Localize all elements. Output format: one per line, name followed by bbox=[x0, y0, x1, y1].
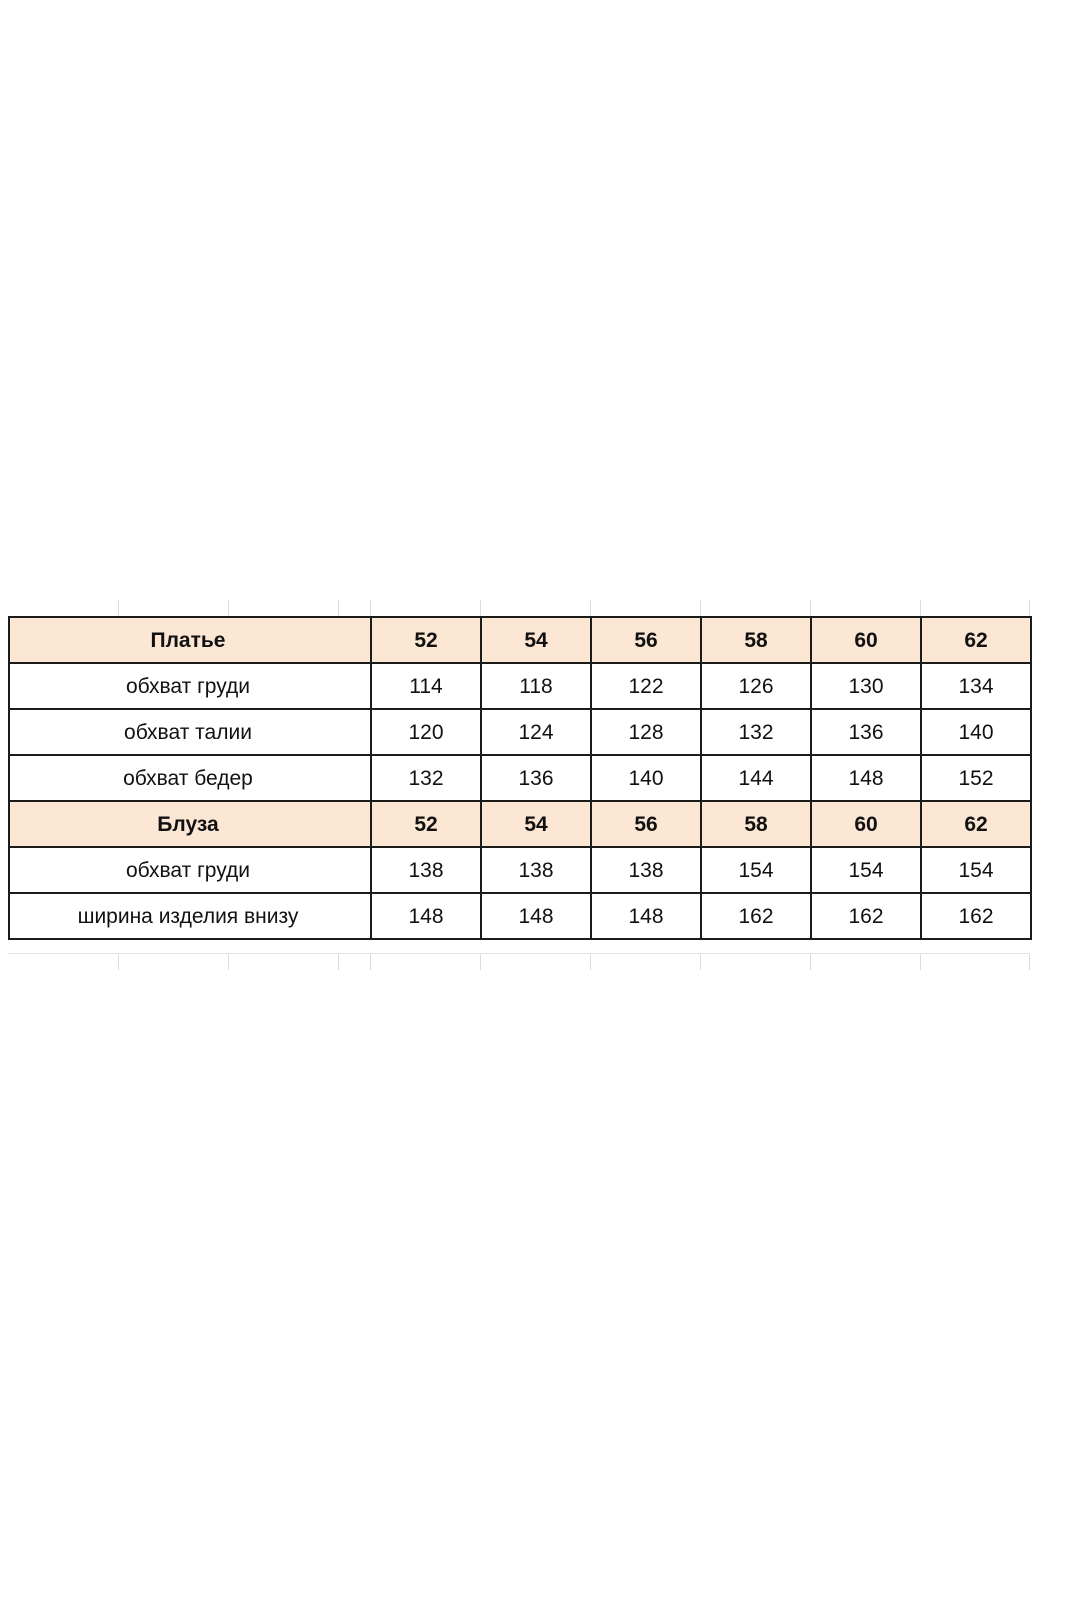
value-cell: 154 bbox=[811, 847, 921, 893]
value-cell: 114 bbox=[371, 663, 481, 709]
table-row bbox=[9, 663, 1031, 709]
value-cell: 120 bbox=[371, 709, 481, 755]
value-cell: 132 bbox=[701, 709, 811, 755]
measurement-label: обхват талии bbox=[9, 709, 371, 755]
size-cell: 58 bbox=[701, 801, 811, 847]
value-cell: 148 bbox=[591, 893, 701, 939]
value-cell: 138 bbox=[481, 847, 591, 893]
size-cell: 60 bbox=[811, 801, 921, 847]
value-cell: 144 bbox=[701, 755, 811, 801]
table-row bbox=[9, 893, 1031, 939]
value-cell: 138 bbox=[371, 847, 481, 893]
size-cell: 62 bbox=[921, 801, 1031, 847]
value-cell: 138 bbox=[591, 847, 701, 893]
value-cell: 148 bbox=[811, 755, 921, 801]
value-cell: 130 bbox=[811, 663, 921, 709]
size-cell: 56 bbox=[591, 617, 701, 663]
size-cell: 54 bbox=[481, 617, 591, 663]
measurement-label: обхват бедер bbox=[9, 755, 371, 801]
table-row bbox=[9, 709, 1031, 755]
value-cell: 126 bbox=[701, 663, 811, 709]
value-cell: 136 bbox=[481, 755, 591, 801]
gridline-strip-bottom bbox=[8, 953, 1030, 970]
value-cell: 128 bbox=[591, 709, 701, 755]
value-cell: 122 bbox=[591, 663, 701, 709]
size-cell: 52 bbox=[371, 801, 481, 847]
size-cell: 58 bbox=[701, 617, 811, 663]
table-row bbox=[9, 755, 1031, 801]
value-cell: 154 bbox=[701, 847, 811, 893]
section-title: Блуза bbox=[9, 801, 371, 847]
size-cell: 54 bbox=[481, 801, 591, 847]
value-cell: 162 bbox=[921, 893, 1031, 939]
measurement-label: обхват груди bbox=[9, 663, 371, 709]
size-cell: 62 bbox=[921, 617, 1031, 663]
section-title: Платье bbox=[9, 617, 371, 663]
size-cell: 56 bbox=[591, 801, 701, 847]
table-row bbox=[9, 847, 1031, 893]
value-cell: 140 bbox=[921, 709, 1031, 755]
value-cell: 148 bbox=[371, 893, 481, 939]
measurement-label: обхват груди bbox=[9, 847, 371, 893]
gridline-strip-top bbox=[8, 600, 1030, 617]
value-cell: 148 bbox=[481, 893, 591, 939]
size-cell: 52 bbox=[371, 617, 481, 663]
value-cell: 162 bbox=[811, 893, 921, 939]
measurement-label: ширина изделия внизу bbox=[9, 893, 371, 939]
section-header-dress bbox=[9, 617, 1031, 663]
size-chart-table bbox=[8, 616, 1032, 940]
section-header-blouse bbox=[9, 801, 1031, 847]
value-cell: 118 bbox=[481, 663, 591, 709]
value-cell: 140 bbox=[591, 755, 701, 801]
value-cell: 154 bbox=[921, 847, 1031, 893]
value-cell: 134 bbox=[921, 663, 1031, 709]
value-cell: 132 bbox=[371, 755, 481, 801]
value-cell: 124 bbox=[481, 709, 591, 755]
size-cell: 60 bbox=[811, 617, 921, 663]
spreadsheet-area bbox=[0, 600, 1040, 972]
value-cell: 136 bbox=[811, 709, 921, 755]
value-cell: 152 bbox=[921, 755, 1031, 801]
value-cell: 162 bbox=[701, 893, 811, 939]
